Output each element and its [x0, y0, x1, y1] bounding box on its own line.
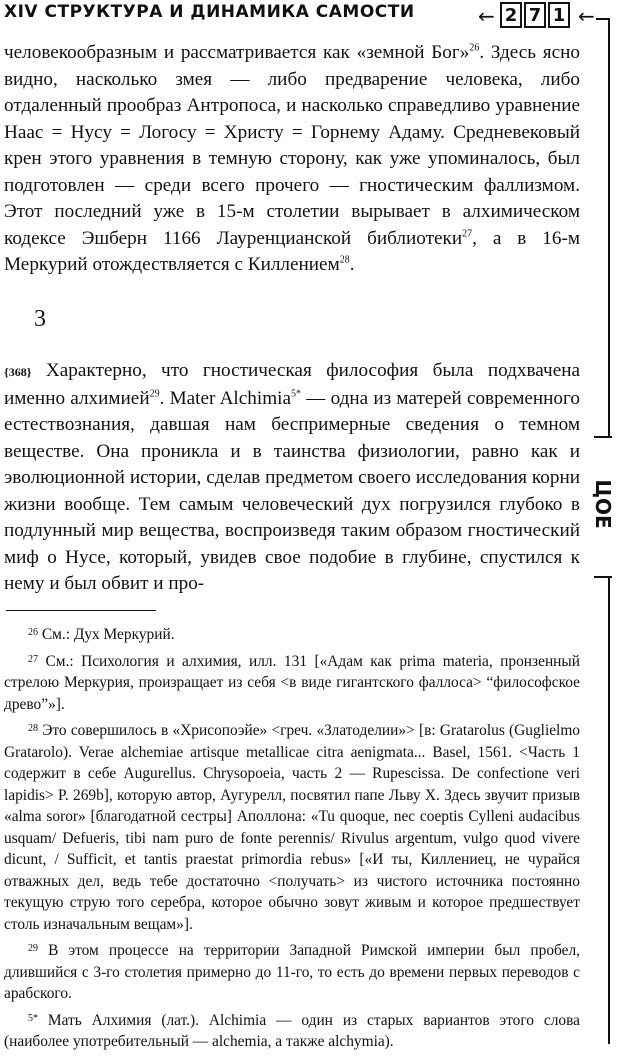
paragraph-text: человекообразным и рассматривается как «земной Бог» [4, 42, 470, 63]
footnote-text: Это совершилось в «Хрисопоэйе» <греч. «Златоделии»> [в: Gratarolus (Guglielmo Gratarolo). Verae alchemiae artisque metallicae citra aenigmata... Basel, 1561. <Часть 1 содержит в себе Augurellus. Chrysopoeia, часть 2 — Rupescissa. De confectione veri lapidis> P. 269b], которую автор, Аугурелл, посвятил папе Льву X. Здесь звучит призыв «alma soror» [благодатной сестры] Аполлона: «Tu quoque, nec coeptis Cylleni audacibus usquam/ Defueris, tibi nam puro de fonte perennis/ Rivulus argentum, vulgo quod vivere dicunt, / Sufficit, et tantis praestat primordia rebus» [«И ты, Киллениец, не чурайся отважных дел, ведь тебе достаточно <получать> из чистого источника постоянно текущую струю того серебра, которое обычно зовут живым и которое предшествует столь изначальным вещам»]. [4, 722, 580, 933]
paragraph-text: — одна из матерей современного естествознания, давшая нам беспримерные сведения о темном веществе. Она проникла и в таинства физиологии, равно как и эволюционной истории, сделав предметом своего исследования корни жизни вообще. Тем самым человеческий дух погрузился глубоко в подлунный мир вещества, воспроизведя таким образом гностический миф о Нусе, который, увидев свое подобие в глубине, спустился к нему и был обвит и про- [4, 387, 581, 594]
footnote-ref: 28 [339, 254, 350, 266]
page-header [4, 0, 616, 36]
footnote-ref: 27 [462, 228, 473, 240]
paragraph-1 [4, 40, 580, 279]
side-tab-tick [594, 576, 612, 578]
footnote-text: В этом процессе на территории Западной Римской империи был пробел, длившийся с 3-го столетия примерно до 11-го, то есть до времени первых переводов с арабского. [4, 942, 580, 1002]
paragraph-text: . Здесь ясно видно, насколько змея — либо предварение человека, либо отдаленный прообраз Антропоса, и насколько справедливо уравнение Наас = Нусу = Логосу = Христу = Горнему Адаму. Средневековый крен этого уравнения в темную сторону, как уже упоминалось, был подготовлен — среди всего прочего — гностическим фаллизмом. Этот последний уже в 15-м столетии вырывает в алхимическом кодексе Эшберн 1166 Лауренцианской библиотеки [4, 42, 580, 249]
running-head: XIV СТРУКТУРА И ДИНАМИКА САМОСТИ [4, 2, 415, 22]
side-tab-tick [594, 436, 612, 438]
footnote-ref: 29 [149, 388, 160, 400]
paragraph-text: . [349, 254, 355, 275]
footnote [4, 718, 580, 935]
footnote-text: Мать Алхимия (лат.). Alchimia — один из старых вариантов этого слова (наиболее употребительный — alchemia, а также alchymia). [4, 1011, 580, 1050]
footnote-text: См.: Дух Меркурий. [38, 626, 175, 643]
footnote-mark: 26 [28, 627, 38, 638]
paragraph-2 [4, 358, 580, 598]
footnote [4, 1008, 580, 1053]
footnote-mark: 28 [28, 723, 38, 734]
page-digit: 1 [548, 2, 570, 28]
page-digit: 2 [500, 2, 522, 28]
footnote-ref: 5* [290, 388, 301, 400]
paragraph-number: {368} [4, 365, 32, 379]
paragraph-text: Характерно, что гностическая философия была подхвачена именно алхимией [4, 360, 580, 409]
footnotes [4, 622, 580, 1056]
side-tab-label: ЦОЕ [591, 479, 615, 529]
footnote-divider [6, 610, 156, 611]
page-number [500, 2, 570, 28]
footnote-text: См.: Психология и алхимия, илл. 131 [«Адам как prima materia, пронзенный стрелою Меркурия, произращает из себя <в виде гигантского фаллоса> “философское древо”»]. [4, 652, 580, 713]
section-number: 3 [34, 306, 46, 332]
page-digit: 7 [524, 2, 546, 28]
footnote [4, 622, 580, 646]
side-tab [590, 436, 616, 578]
paragraph-text: , а в 16-м Меркурий отождествляется с Киллением [4, 227, 580, 275]
arrow-left-icon: ← [478, 4, 495, 28]
footnote [4, 938, 580, 1005]
footnote-mark: 29 [28, 943, 38, 954]
arrow-right-icon: ← [578, 4, 595, 28]
paragraph-text: . Mater Alchimia [159, 387, 291, 409]
footnote-ref: 26 [469, 42, 480, 54]
footnote-mark: 27 [28, 653, 38, 665]
footnote [4, 649, 580, 716]
footnote-mark: 5* [28, 1012, 38, 1024]
